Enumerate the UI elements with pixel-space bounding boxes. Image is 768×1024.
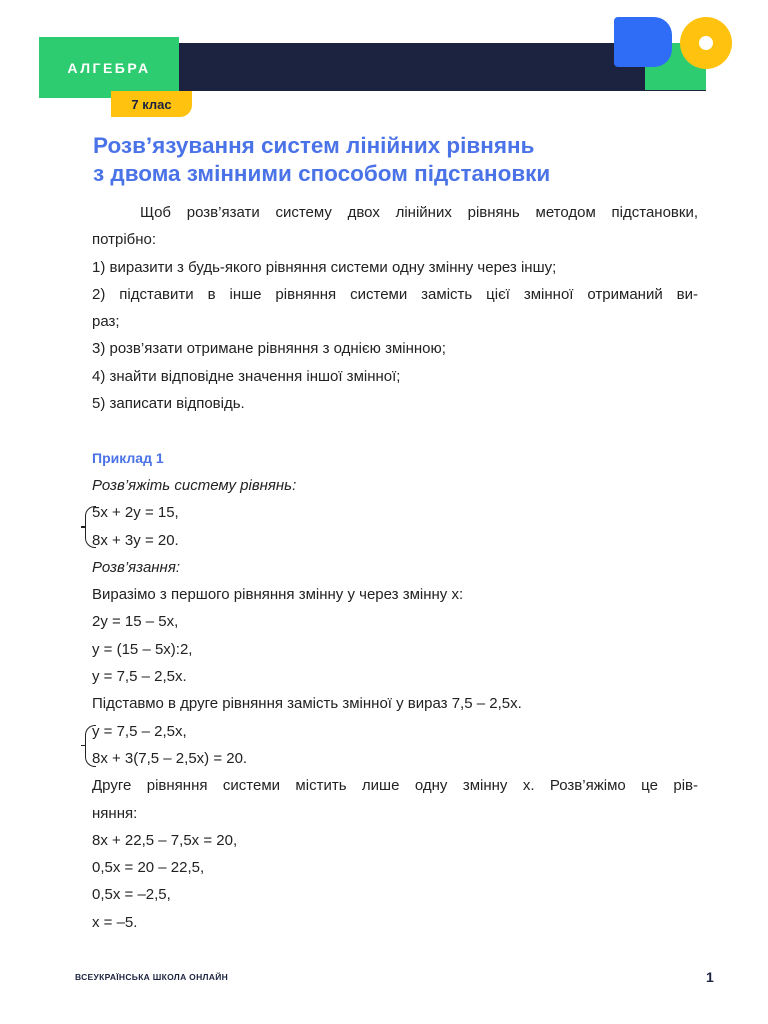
school-logo <box>614 17 734 92</box>
grade-badge: 7 клас <box>111 91 192 117</box>
footer-school-name: ВСЕУКРАЇНСЬКА ШКОЛА ОНЛАЙН <box>75 972 229 982</box>
solution-text: няння: <box>92 804 138 822</box>
equation: 8x + 22,5 – 7,5x = 20, <box>92 831 238 849</box>
page-title <box>93 132 713 188</box>
equation: 0,5x = –2,5, <box>92 886 171 904</box>
solution-text: Підставмо в друге рівняння замість змінної y вираз 7,5 – 2,5x. <box>92 695 522 713</box>
solution-label: Розв’язання: <box>92 558 180 576</box>
example-heading: Приклад 1 <box>92 449 164 466</box>
equation-system-1 <box>92 499 698 554</box>
page-title-line-2: з двома змінними способом підстановки <box>93 161 551 186</box>
intro-line-2: потрібно: <box>92 231 157 249</box>
example-task: Розв’яжіть систему рівнянь: <box>92 476 297 494</box>
equation: 8x + 3(7,5 – 2,5x) = 20. <box>92 749 248 767</box>
document-body <box>92 199 698 936</box>
step-1: 1) виразити з будь-якого рівняння системи одну змінну через іншу; <box>92 258 557 276</box>
brace-icon <box>85 506 96 548</box>
intro-line-1: Щоб розв’язати систему двох лінійних рівнянь методом підстановки, <box>140 204 698 221</box>
subject-label: АЛГЕБРА <box>39 37 179 98</box>
step-3: 3) розв’язати отримане рівняння з однією змінною; <box>92 340 446 358</box>
page-title-line-1: Розв’язування систем лінійних рівнянь <box>93 133 535 158</box>
page-number: 1 <box>706 969 714 985</box>
solution-text: Друге рівняння системи містить лише одну змінну x. Розв’яжімо це рів- <box>92 777 698 795</box>
step-2-continued: раз; <box>92 313 120 331</box>
step-2: 2) підставити в інше рівняння системи замість цієї змінної отриманий ви- <box>92 285 698 303</box>
brace-icon <box>85 725 96 767</box>
equation: 2y = 15 – 5x, <box>92 613 179 631</box>
equation: y = 7,5 – 2,5x. <box>92 668 187 686</box>
equation: x = –5. <box>92 913 138 931</box>
equation: y = 7,5 – 2,5x, <box>92 722 187 740</box>
equation: 5x + 2y = 15, <box>92 504 179 522</box>
step-4: 4) знайти відповідне значення іншої змінної; <box>92 367 401 385</box>
equation-system-2 <box>92 718 698 773</box>
equation: y = (15 – 5x):2, <box>92 640 193 658</box>
solution-text: Виразімо з першого рівняння змінну y через змінну x: <box>92 586 464 604</box>
equation: 8x + 3y = 20. <box>92 531 179 549</box>
step-5: 5) записати відповідь. <box>92 395 245 413</box>
equation: 0,5x = 20 – 22,5, <box>92 859 205 877</box>
